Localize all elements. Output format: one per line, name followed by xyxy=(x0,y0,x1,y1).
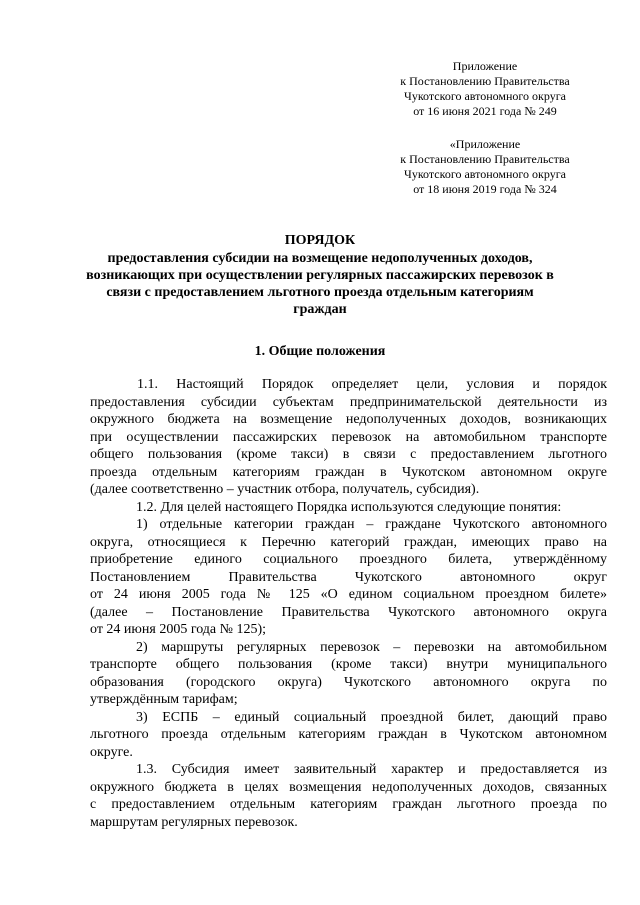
appendix-header-current xyxy=(360,59,610,119)
appendix-line: от 16 июня 2021 года № 249 xyxy=(413,104,557,118)
paragraph-line: предоставления субсидии субъектам предпринимательской деятельности из xyxy=(90,394,607,410)
paragraph-line: 1) отдельные категории граждан – граждане Чукотского автономного xyxy=(136,517,607,532)
paragraph-line: образования (городского округа) Чукотского автономного округа по xyxy=(90,674,607,690)
section-heading: 1. Общие положения xyxy=(254,344,386,359)
subtitle-line: возникающих при осуществлении регулярных пассажирских перевозок в xyxy=(86,268,554,283)
appendix-line: Приложение xyxy=(452,59,518,73)
paragraph-line: округа, относящиеся к Перечню категорий граждан, имеющих право на xyxy=(90,534,607,550)
paragraph-line: 1.1. Настоящий Порядок определяет цели, условия и порядок xyxy=(137,377,607,392)
paragraph-line: маршрутам регулярных перевозок. xyxy=(90,814,298,830)
paragraph-line: общего пользования (кроме такси) в связи с предоставлением льготного xyxy=(90,447,607,462)
paragraph-line: Постановлением Правительства Чукотского автономного округ xyxy=(90,569,607,585)
document-title: ПОРЯДОК xyxy=(284,233,356,248)
paragraph-line: проезда отдельным категориям граждан в Чукотском автономном округе xyxy=(90,464,607,480)
paragraph-line: 3) ЕСПБ – единый социальный проездной билет, дающий право xyxy=(136,709,607,725)
document-subtitle xyxy=(60,250,580,318)
appendix-line: к Постановлению Правительства xyxy=(400,74,570,88)
paragraph-line: (далее – Постановление Правительства Чукотского автономного округа xyxy=(90,604,607,620)
subtitle-line: предоставления субсидии на возмещение недополученных доходов, xyxy=(107,251,533,266)
paragraph-line: (далее соответственно – участник отбора, получатель, субсидия). xyxy=(90,482,480,497)
paragraph-line: 1.3. Субсидия имеет заявительный характер и предоставляется из xyxy=(136,762,607,777)
appendix-header-previous xyxy=(360,137,610,197)
appendix-line: Чукотского автономного округа xyxy=(404,89,566,103)
paragraph-line: льготного проезда отдельным категориям граждан в Чукотском автономном xyxy=(90,727,607,742)
paragraph-line: приобретение единого социального проездного билета, утверждённому xyxy=(90,552,607,567)
subtitle-line: связи с предоставлением льготного проезда отдельным категориям xyxy=(106,285,534,300)
paragraph-line: округе. xyxy=(90,744,133,760)
appendix-line: Чукотского автономного округа xyxy=(404,167,566,181)
paragraph-line: окружного бюджета в целях возмещения недополученных доходов, связанных xyxy=(90,779,607,795)
paragraph-line: окружного бюджета на возмещение недополученных доходов, возникающих xyxy=(90,412,607,427)
appendix-line: «Приложение xyxy=(449,137,521,151)
paragraph-line: 2) маршруты регулярных перевозок – перевозки на автомобильном xyxy=(136,639,607,655)
paragraph-line: от 24 июня 2005 года № 125); xyxy=(90,622,267,637)
paragraph-line: при осуществлении пассажирских перевозок на автомобильном транспорте xyxy=(90,429,607,445)
appendix-line: к Постановлению Правительства xyxy=(400,152,570,166)
paragraph-line: 1.2. Для целей настоящего Порядка используются следующие понятия: xyxy=(136,499,562,515)
subtitle-line: граждан xyxy=(293,302,347,317)
paragraph-line: транспорте общего пользования (кроме такси) внутри муниципального xyxy=(90,657,607,672)
paragraph-line: утверждённым тарифам; xyxy=(90,692,238,707)
paragraph-line: от 24 июня 2005 года № 125 «О едином социальном проездном билете» xyxy=(90,587,607,602)
paragraph-line: с предоставлением отдельным категориям граждан льготного проезда по xyxy=(90,797,607,812)
appendix-line: от 18 июня 2019 года № 324 xyxy=(413,182,557,196)
document-body xyxy=(90,376,607,831)
